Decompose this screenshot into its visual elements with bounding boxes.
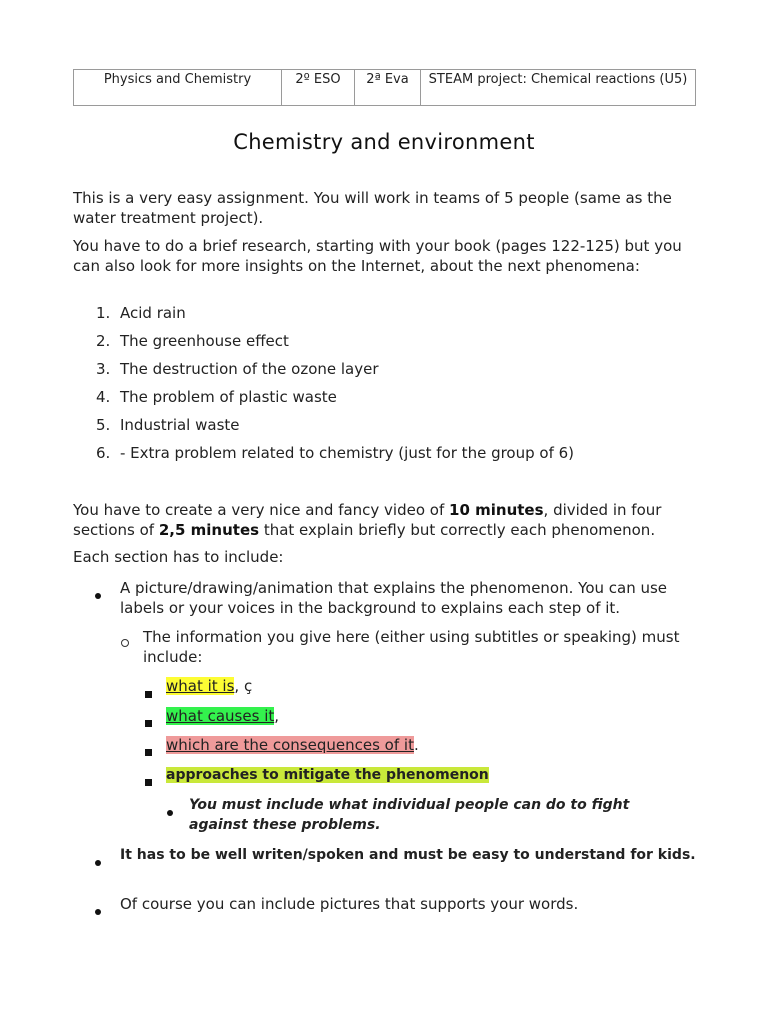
video-text-part1: You have to create a very nice and fancy video of <box>73 501 450 519</box>
bullet-written: It has to be well writen/spoken and must be easy to understand for kids. <box>120 847 696 863</box>
sub-info: The information you give here (either using subtitles or speaking) must include: <box>143 628 680 666</box>
what-causes-suffix: , <box>274 707 280 725</box>
video-paragraph <box>73 500 703 540</box>
item-consequences <box>166 735 419 755</box>
level-cell: 2º ESO <box>282 70 355 106</box>
evaluation-cell: 2ª Eva <box>355 70 421 106</box>
list-item: - Extra problem related to chemistry (just for the group of 6) <box>120 444 575 462</box>
section-duration: 2,5 minutes <box>158 521 260 539</box>
bullet-icon <box>95 585 101 603</box>
project-cell: STEAM project: Chemical reactions (U5) <box>421 70 696 106</box>
video-text-part3: that explain briefly but correctly each phenomenon. <box>259 521 656 539</box>
list-item: Industrial waste <box>120 416 240 434</box>
item-what-causes <box>166 706 279 726</box>
list-item: Acid rain <box>120 304 186 322</box>
bullet-pictures: Of course you can include pictures that supports your words. <box>120 895 579 913</box>
bullet-icon <box>95 901 101 919</box>
bullet-icon <box>95 852 101 870</box>
consequences-highlight: which are the consequences of it <box>166 736 414 754</box>
list-item-number: 2. <box>96 332 111 350</box>
list-item: The destruction of the ozone layer <box>120 360 379 378</box>
video-text-part2: , divided in four sections of <box>73 501 662 539</box>
consequences-suffix: . <box>413 736 419 754</box>
intro-paragraph-1: This is a very easy assignment. You will work in teams of 5 people (same as the water treatment project). <box>73 189 672 227</box>
header-table <box>73 69 696 106</box>
bullet-icon <box>167 802 173 820</box>
each-section-paragraph: Each section has to include: <box>73 548 284 566</box>
video-duration: 10 minutes <box>449 501 544 519</box>
square-bullet-icon <box>145 713 152 731</box>
subject-cell: Physics and Chemistry <box>74 70 282 106</box>
bullet-picture: A picture/drawing/animation that explains the phenomenon. You can use labels or your voices in the background to explains each step of it. <box>120 579 668 617</box>
intro-paragraph-2: You have to do a brief research, starting with your book (pages 122-125) but you can also look for more insights on the Internet, about the next phenomena: <box>73 237 682 275</box>
what-it-is-highlight: what it is <box>166 677 235 695</box>
list-item: The problem of plastic waste <box>120 388 337 406</box>
square-bullet-icon <box>145 742 152 760</box>
page-title: Chemistry and environment <box>233 130 535 154</box>
list-item: The greenhouse effect <box>120 332 289 350</box>
list-item-number: 6. <box>96 444 111 462</box>
square-bullet-icon <box>145 684 152 702</box>
list-item-number: 5. <box>96 416 111 434</box>
approaches-highlight: approaches to mitigate the phenomenon <box>166 767 489 783</box>
item-approaches <box>166 765 489 785</box>
what-causes-highlight: what causes it <box>166 707 275 725</box>
individual-note: You must include what individual people can do to fight against these problems. <box>189 797 630 833</box>
list-item-number: 4. <box>96 388 111 406</box>
header-row <box>74 70 696 106</box>
list-item-number: 3. <box>96 360 111 378</box>
what-it-is-suffix: , ç <box>234 677 253 695</box>
square-bullet-icon <box>145 772 152 790</box>
item-what-it-is <box>166 676 252 696</box>
circle-bullet-icon <box>121 633 129 651</box>
list-item-number: 1. <box>96 304 111 322</box>
